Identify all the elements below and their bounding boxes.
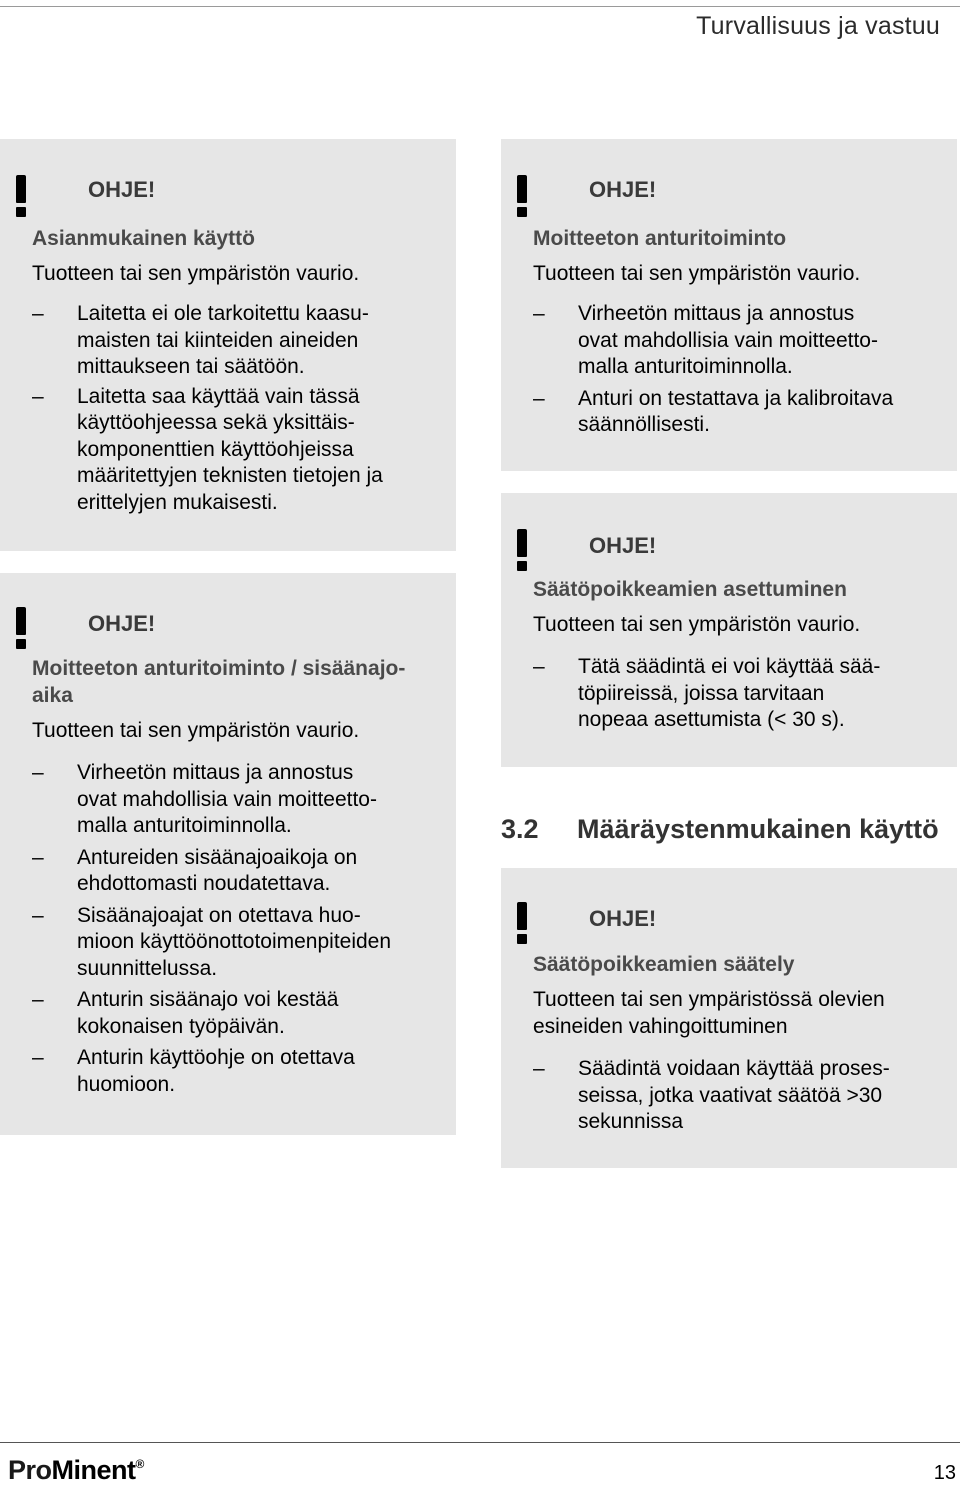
notice-effect: Tuotteen tai sen ympäristössä olevien esineiden vahingoittuminen	[533, 988, 885, 1038]
notice-box-settling	[501, 493, 957, 767]
page-header-title: Turvallisuus ja vastuu	[696, 12, 940, 40]
notice-header	[32, 603, 436, 649]
list-item: – Laitetta saa käyttää vain tässä käyttöohjeessa sekä yksittäis- komponenttien käyttöohjeissa määritettyjen teknisten tietojen ja erittelyjen mukaisesti.	[32, 384, 436, 517]
list-item: – Anturin käyttöohje on otettava huomioon.	[32, 1045, 436, 1098]
exclamation-icon	[515, 175, 529, 219]
notice-box-proper-use	[0, 139, 456, 551]
notice-label: OHJE!	[88, 611, 156, 636]
notice-list	[32, 760, 436, 1098]
notice-effect: Tuotteen tai sen ympäristön vaurio.	[533, 613, 861, 636]
notice-box-sensor-runin	[0, 573, 456, 1135]
notice-title: Moitteeton anturitoiminto / sisäänajo- aika	[32, 657, 406, 707]
notice-list	[533, 301, 937, 439]
list-item: – Tätä säädintä ei voi käyttää sää- töpiireissä, joissa tarvitaan nopeaa asettumista (< 30 s).	[533, 654, 937, 734]
list-item: – Virheetön mittaus ja annostus ovat mahdollisia vain moitteetto- malla anturitoiminnolla.	[32, 760, 436, 840]
notice-box-sensor-function	[501, 139, 957, 471]
section-heading	[501, 814, 939, 845]
exclamation-icon	[515, 529, 529, 573]
header-rule	[0, 6, 960, 7]
list-item: – Laitetta ei ole tarkoitettu kaasu- maisten tai kiinteiden aineiden mittaukseen tai säätöön.	[32, 301, 436, 381]
notice-title: Säätöpoikkeamien säätely	[533, 953, 795, 976]
list-item: – Anturin sisäänajo voi kestää kokonaisen työpäivän.	[32, 987, 436, 1040]
notice-header	[533, 525, 937, 571]
exclamation-icon	[14, 175, 28, 219]
exclamation-icon	[515, 902, 529, 946]
footer-rule	[0, 1442, 960, 1443]
notice-list	[32, 301, 436, 516]
notice-box-deviation-control	[501, 868, 957, 1168]
notice-title: Asianmukainen käyttö	[32, 227, 255, 250]
notice-effect: Tuotteen tai sen ympäristön vaurio.	[32, 262, 360, 285]
exclamation-icon	[14, 607, 28, 651]
notice-list	[533, 1056, 937, 1136]
section-title: Määräystenmukainen käyttö	[577, 814, 939, 844]
list-item: – Säädintä voidaan käyttää proses- seissa, jotka vaativat säätöä >30 sekunnissa	[533, 1056, 937, 1136]
notice-header	[32, 171, 436, 217]
list-item: – Virheetön mittaus ja annostus ovat mahdollisia vain moitteetto- malla anturitoiminnolla.	[533, 301, 937, 381]
notice-list	[533, 654, 937, 734]
list-item: – Sisäänajoajat on otettava huo- mioon käyttöönottotoimenpiteiden suunnittelussa.	[32, 903, 436, 983]
notice-label: OHJE!	[589, 906, 657, 931]
notice-label: OHJE!	[88, 177, 156, 202]
page-number: 13	[933, 1462, 956, 1484]
section-number: 3.2	[501, 814, 539, 844]
list-item: – Antureiden sisäänajoaikoja on ehdottomasti noudatettava.	[32, 845, 436, 898]
notice-effect: Tuotteen tai sen ympäristön vaurio.	[533, 262, 861, 285]
prominent-logo: ProMinent®	[8, 1455, 144, 1485]
notice-header	[533, 171, 937, 217]
notice-label: OHJE!	[589, 533, 657, 558]
list-item: – Anturi on testattava ja kalibroitava säännöllisesti.	[533, 386, 937, 439]
notice-effect: Tuotteen tai sen ympäristön vaurio.	[32, 719, 360, 742]
notice-title: Moitteeton anturitoiminto	[533, 227, 787, 250]
notice-header	[533, 898, 937, 944]
notice-label: OHJE!	[589, 177, 657, 202]
notice-title: Säätöpoikkeamien asettuminen	[533, 578, 847, 601]
